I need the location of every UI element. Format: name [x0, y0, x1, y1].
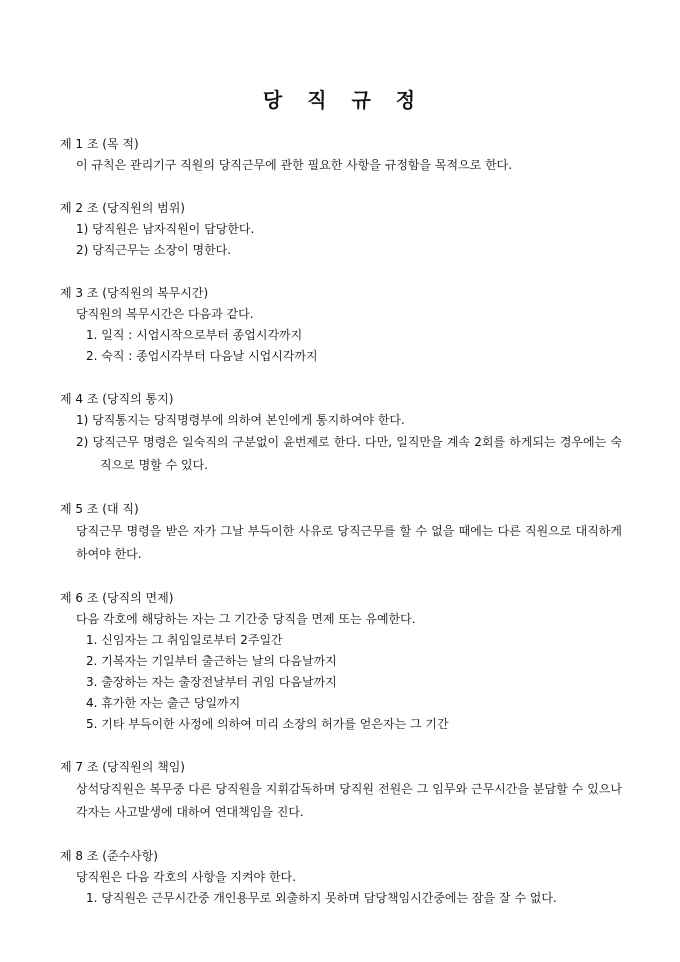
article-clause: 2) 당직근무는 소장이 명한다. — [76, 243, 232, 257]
article-clause: 상석당직원은 복무중 다른 당직원을 지휘감독하며 당직원 전원은 그 임무와 근무시간을 분담할 수 있으나 각자는 사고발생에 대하여 연대책임을 진다. — [76, 782, 622, 819]
article-item: 3. 출장하는 자는 출장전날부터 귀임 다음날까지 — [86, 675, 337, 689]
article-1 — [60, 134, 622, 176]
article-heading: 제 5 조 (대 직) — [60, 502, 139, 516]
regulation-body — [60, 134, 622, 931]
article-heading: 제 2 조 (당직원의 범위) — [60, 201, 185, 215]
article-item: 2. 숙직 : 종업시각부터 다음날 시업시각까지 — [86, 349, 318, 363]
article-8 — [60, 846, 622, 909]
article-item: 1. 신임자는 그 취임일로부터 2주일간 — [86, 633, 283, 647]
article-heading: 제 3 조 (당직원의 복무시간) — [60, 286, 209, 300]
article-clause: 1) 당직통지는 당직명령부에 의하여 본인에게 통지하여야 한다. — [76, 413, 405, 427]
article-heading: 제 6 조 (당직의 면제) — [60, 591, 174, 605]
article-clause: 당직원의 복무시간은 다음과 같다. — [76, 307, 254, 321]
article-clause: 이 규칙은 관리기구 직원의 당직근무에 관한 필요한 사항을 규정함을 목적으로 한다. — [76, 158, 513, 172]
article-heading: 제 1 조 (목 적) — [60, 137, 139, 151]
article-heading: 제 4 조 (당직의 통지) — [60, 392, 174, 406]
article-2 — [60, 198, 622, 261]
article-3 — [60, 283, 622, 367]
article-clause: 당직원은 다음 각호의 사항을 지켜야 한다. — [76, 870, 296, 884]
article-item: 2. 기복자는 기일부터 출근하는 날의 다음날까지 — [86, 654, 337, 668]
article-heading: 제 8 조 (준수사항) — [60, 849, 158, 863]
article-clause: 다음 각호에 해당하는 자는 그 기간중 당직을 면제 또는 유예한다. — [76, 612, 416, 626]
article-item: 1. 일직 : 시업시작으로부터 종업시각까지 — [86, 328, 303, 342]
article-6 — [60, 588, 622, 735]
article-clause: 2) 당직근무 명령은 일숙직의 구분없이 윤번제로 한다. 다만, 일직만을 계속 2회를 하게되는 경우에는 숙직으로 명할 수 있다. — [76, 435, 622, 472]
article-clause: 당직근무 명령을 받은 자가 그날 부득이한 사유로 당직근무를 할 수 없을 때에는 다른 직원으로 대직하게 하여야 한다. — [76, 524, 622, 561]
article-item: 5. 기타 부득이한 사정에 의하여 미리 소장의 허가를 얻은자는 그 기간 — [86, 717, 449, 731]
article-5 — [60, 499, 622, 566]
article-4 — [60, 389, 622, 477]
article-clause: 1) 당직원은 남자직원이 담당한다. — [76, 222, 255, 236]
article-7 — [60, 757, 622, 824]
document-title: 당 직 규 정 — [262, 88, 418, 112]
article-item: 4. 휴가한 자는 출근 당일까지 — [86, 696, 241, 710]
article-heading: 제 7 조 (당직원의 책임) — [60, 760, 185, 774]
article-item: 1. 당직원은 근무시간중 개인용무로 외출하지 못하며 담당책임시간중에는 잠을 잘 수 없다. — [86, 891, 557, 905]
